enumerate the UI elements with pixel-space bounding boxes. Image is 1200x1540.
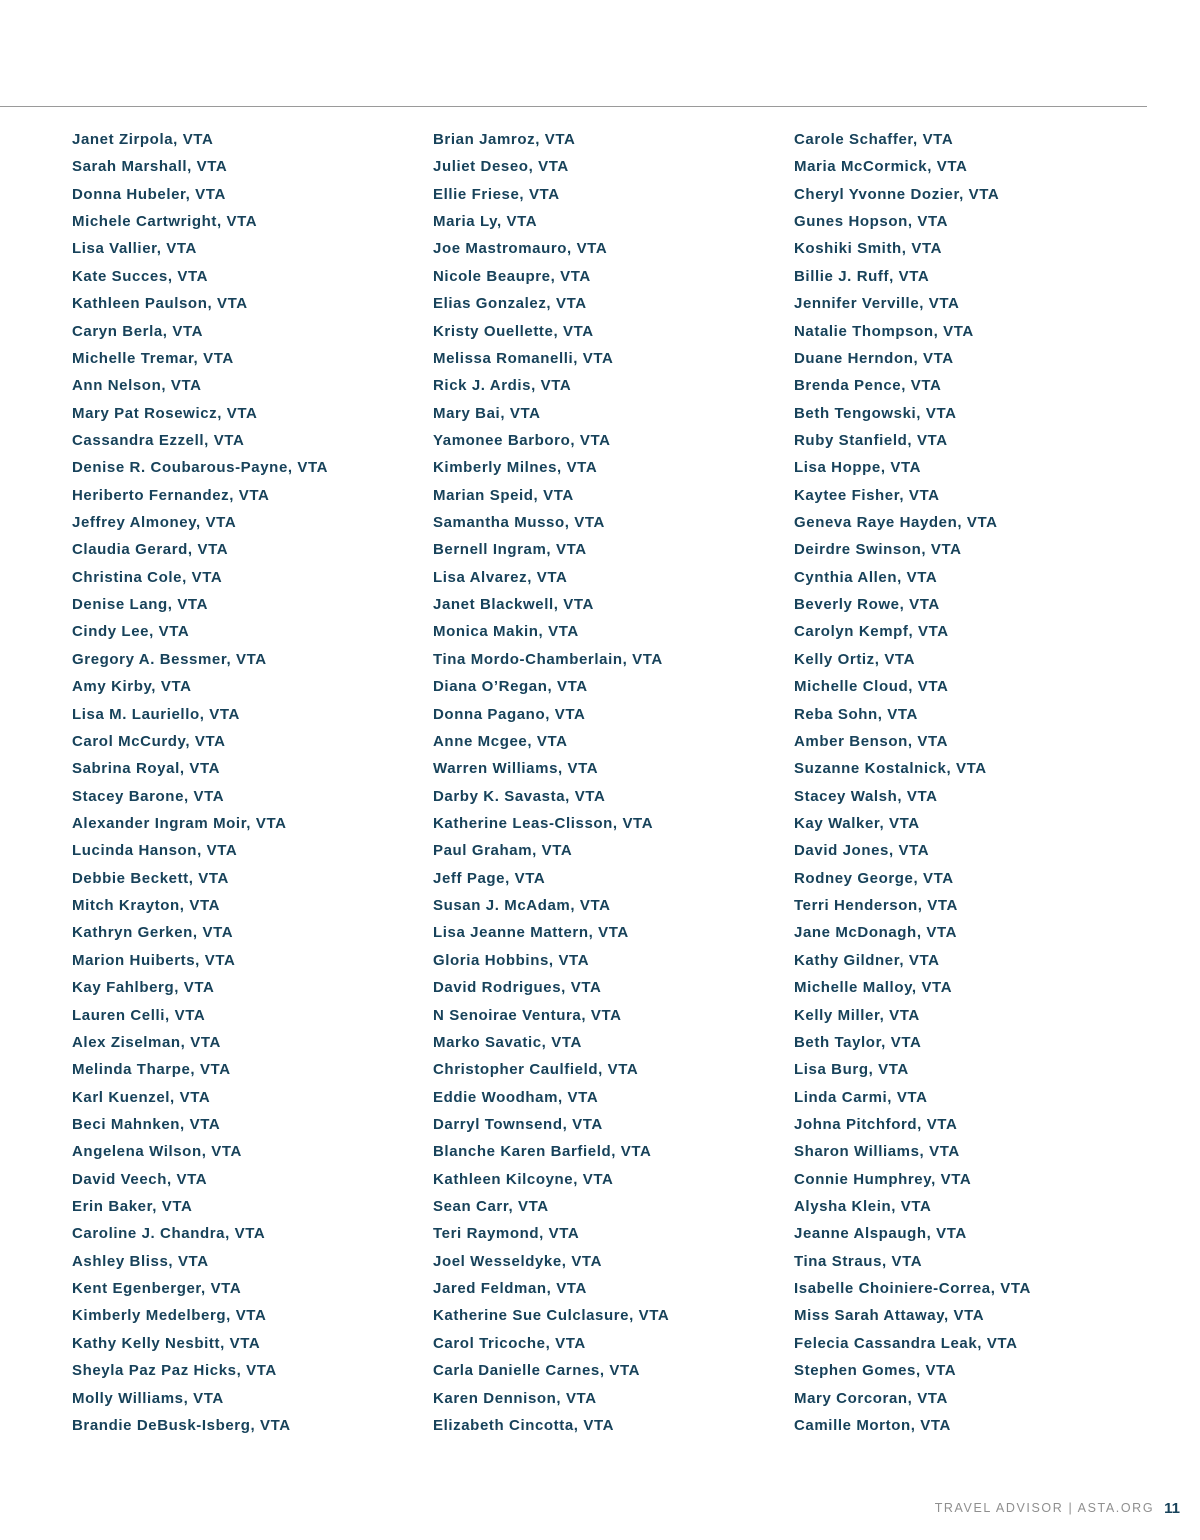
member-name: Donna Hubeler, VTA (72, 185, 226, 203)
member-name: N Senoirae Ventura, VTA (433, 1006, 622, 1024)
member-name: Susan J. McAdam, VTA (433, 897, 611, 915)
member-name: Stacey Barone, VTA (72, 787, 225, 805)
member-name: Lisa Burg, VTA (794, 1061, 909, 1079)
member-name: Lisa Alvarez, VTA (433, 568, 568, 586)
member-name: Kay Walker, VTA (794, 814, 920, 832)
member-name: Koshiki Smith, VTA (794, 240, 943, 258)
member-name: Reba Sohn, VTA (794, 705, 918, 723)
member-name: Samantha Musso, VTA (433, 514, 605, 532)
member-name: Mary Corcoran, VTA (794, 1389, 948, 1407)
member-name: Maria Ly, VTA (433, 213, 538, 231)
member-name: Cassandra Ezzell, VTA (72, 431, 245, 449)
member-name: Eddie Woodham, VTA (433, 1088, 599, 1106)
member-name: Marko Savatic, VTA (433, 1033, 582, 1051)
member-name: Miss Sarah Attaway, VTA (794, 1307, 985, 1325)
member-name: Debbie Beckett, VTA (72, 869, 229, 887)
member-name: Johna Pitchford, VTA (794, 1115, 958, 1133)
member-name: Ellie Friese, VTA (433, 185, 560, 203)
member-name: Sarah Marshall, VTA (72, 158, 228, 176)
member-name: Mary Bai, VTA (433, 404, 541, 422)
member-name: Elias Gonzalez, VTA (433, 295, 587, 313)
member-name: Janet Zirpola, VTA (72, 131, 214, 148)
member-name: Lucinda Hanson, VTA (72, 842, 238, 860)
member-name: Alex Ziselman, VTA (72, 1033, 221, 1051)
member-name: Darryl Townsend, VTA (433, 1115, 603, 1133)
member-name: Caroline J. Chandra, VTA (72, 1225, 266, 1243)
member-name: Lisa Hoppe, VTA (794, 459, 922, 477)
member-name: Michelle Cloud, VTA (794, 678, 949, 696)
member-name: David Rodrigues, VTA (433, 979, 602, 997)
member-name: Christina Cole, VTA (72, 568, 223, 586)
member-name: Michelle Malloy, VTA (794, 979, 953, 997)
member-name: Angelena Wilson, VTA (72, 1143, 242, 1161)
member-name: Kelly Miller, VTA (794, 1006, 920, 1024)
member-name: Christopher Caulfield, VTA (433, 1061, 639, 1079)
member-name: Carol McCurdy, VTA (72, 732, 226, 750)
member-name: Ashley Bliss, VTA (72, 1252, 209, 1270)
member-name: Alysha Klein, VTA (794, 1198, 932, 1216)
name-column-2 (433, 126, 669, 1439)
member-name: Carol Tricoche, VTA (433, 1334, 586, 1352)
member-name: Jeff Page, VTA (433, 869, 546, 887)
member-name: Kate Succes, VTA (72, 267, 209, 285)
page-number: 11 (1164, 1499, 1180, 1517)
member-name: Cheryl Yvonne Dozier, VTA (794, 185, 1000, 203)
member-name: Connie Humphrey, VTA (794, 1170, 972, 1188)
member-name: Heriberto Fernandez, VTA (72, 486, 270, 504)
member-name: Amy Kirby, VTA (72, 678, 192, 696)
member-name: Brenda Pence, VTA (794, 377, 942, 395)
member-name: Sheyla Paz Paz Hicks, VTA (72, 1362, 277, 1380)
member-name: Michele Cartwright, VTA (72, 213, 258, 231)
member-name: Kathleen Paulson, VTA (72, 295, 248, 313)
member-name: Cynthia Allen, VTA (794, 568, 938, 586)
name-list (0, 126, 1200, 1446)
member-name: Warren Williams, VTA (433, 760, 599, 778)
member-name: Michelle Tremar, VTA (72, 349, 234, 367)
member-name: Kristy Ouellette, VTA (433, 322, 594, 340)
name-column-1 (72, 126, 328, 1439)
member-name: Rick J. Ardis, VTA (433, 377, 572, 395)
name-column-3 (794, 126, 1031, 1439)
member-name: Paul Graham, VTA (433, 842, 573, 860)
member-name: Lisa Jeanne Mattern, VTA (433, 924, 629, 942)
member-name: Donna Pagano, VTA (433, 705, 586, 723)
member-name: Ruby Stanfield, VTA (794, 431, 948, 449)
member-name: Yamonee Barboro, VTA (433, 431, 611, 449)
member-name: Caryn Berla, VTA (72, 322, 204, 340)
member-name: Carole Schaffer, VTA (794, 131, 954, 148)
member-name: Joe Mastromauro, VTA (433, 240, 608, 258)
member-name: Denise Lang, VTA (72, 596, 209, 614)
member-name: Juliet Deseo, VTA (433, 158, 569, 176)
member-name: Nicole Beaupre, VTA (433, 267, 591, 285)
member-name: Kathleen Kilcoyne, VTA (433, 1170, 614, 1188)
member-name: Amber Benson, VTA (794, 732, 949, 750)
member-name: Gregory A. Bessmer, VTA (72, 650, 267, 668)
member-name: Bernell Ingram, VTA (433, 541, 587, 559)
member-name: Darby K. Savasta, VTA (433, 787, 606, 805)
member-name: Brandie DeBusk-Isberg, VTA (72, 1416, 291, 1434)
member-name: Kathy Gildner, VTA (794, 951, 940, 969)
member-name: Lauren Celli, VTA (72, 1006, 206, 1024)
member-name: Janet Blackwell, VTA (433, 596, 594, 614)
footer-publication: TRAVEL ADVISOR | ASTA.ORG (934, 1501, 1155, 1515)
member-name: Gloria Hobbins, VTA (433, 951, 590, 969)
member-name: Gunes Hopson, VTA (794, 213, 949, 231)
member-name: Beverly Rowe, VTA (794, 596, 940, 614)
member-name: Kaytee Fisher, VTA (794, 486, 940, 504)
member-name: Melinda Tharpe, VTA (72, 1061, 231, 1079)
member-name: Ann Nelson, VTA (72, 377, 202, 395)
member-name: Natalie Thompson, VTA (794, 322, 974, 340)
member-name: Beth Tengowski, VTA (794, 404, 957, 422)
member-name: Lisa Vallier, VTA (72, 240, 197, 258)
member-name: Kathryn Gerken, VTA (72, 924, 234, 942)
member-name: Jared Feldman, VTA (433, 1280, 587, 1298)
member-name: Kimberly Milnes, VTA (433, 459, 598, 477)
member-name: Beci Mahnken, VTA (72, 1115, 221, 1133)
member-name: Marion Huiberts, VTA (72, 951, 236, 969)
member-name: Anne Mcgee, VTA (433, 732, 568, 750)
member-name: Jeanne Alspaugh, VTA (794, 1225, 967, 1243)
member-name: Stacey Walsh, VTA (794, 787, 938, 805)
member-name: Elizabeth Cincotta, VTA (433, 1416, 615, 1434)
member-name: Kathy Kelly Nesbitt, VTA (72, 1334, 261, 1352)
member-name: Karen Dennison, VTA (433, 1389, 597, 1407)
member-name: Kay Fahlberg, VTA (72, 979, 215, 997)
member-name: Katherine Leas-Clisson, VTA (433, 814, 654, 832)
member-name: Stephen Gomes, VTA (794, 1362, 957, 1380)
top-divider (0, 106, 1147, 107)
member-name: Maria McCormick, VTA (794, 158, 968, 176)
member-name: Molly Williams, VTA (72, 1389, 224, 1407)
member-name: Suzanne Kostalnick, VTA (794, 760, 987, 778)
member-name: Alexander Ingram Moir, VTA (72, 814, 287, 832)
member-name: Claudia Gerard, VTA (72, 541, 229, 559)
member-name: Jane McDonagh, VTA (794, 924, 958, 942)
member-name: Camille Morton, VTA (794, 1416, 951, 1434)
member-name: Jeffrey Almoney, VTA (72, 514, 237, 532)
member-name: Denise R. Coubarous-Payne, VTA (72, 459, 329, 477)
member-name: Sharon Williams, VTA (794, 1143, 960, 1161)
member-name: Jennifer Verville, VTA (794, 295, 960, 313)
member-name: Teri Raymond, VTA (433, 1225, 580, 1243)
member-name: Melissa Romanelli, VTA (433, 349, 614, 367)
member-name: Blanche Karen Barfield, VTA (433, 1143, 652, 1161)
member-name: Cindy Lee, VTA (72, 623, 190, 641)
member-name: Sean Carr, VTA (433, 1198, 549, 1216)
member-name: Sabrina Royal, VTA (72, 760, 221, 778)
member-name: Karl Kuenzel, VTA (72, 1088, 211, 1106)
member-name: Felecia Cassandra Leak, VTA (794, 1334, 1018, 1352)
member-name: Monica Makin, VTA (433, 623, 579, 641)
member-name: Billie J. Ruff, VTA (794, 267, 930, 285)
member-name: Kelly Ortiz, VTA (794, 650, 916, 668)
member-name: David Jones, VTA (794, 842, 930, 860)
member-name: Erin Baker, VTA (72, 1198, 193, 1216)
member-name: Kent Egenberger, VTA (72, 1280, 242, 1298)
member-name: Marian Speid, VTA (433, 486, 574, 504)
member-name: Brian Jamroz, VTA (433, 131, 576, 148)
member-name: Carla Danielle Carnes, VTA (433, 1362, 641, 1380)
member-name: Mitch Krayton, VTA (72, 897, 221, 915)
member-name: Kimberly Medelberg, VTA (72, 1307, 267, 1325)
page-footer (935, 1497, 1180, 1519)
member-name: Carolyn Kempf, VTA (794, 623, 949, 641)
member-name: Rodney George, VTA (794, 869, 954, 887)
member-name: Lisa M. Lauriello, VTA (72, 705, 240, 723)
member-name: Tina Mordo-Chamberlain, VTA (433, 650, 663, 668)
member-name: Geneva Raye Hayden, VTA (794, 514, 998, 532)
member-name: Beth Taylor, VTA (794, 1033, 922, 1051)
member-name: Deirdre Swinson, VTA (794, 541, 962, 559)
member-name: Diana O’Regan, VTA (433, 678, 588, 696)
member-name: Terri Henderson, VTA (794, 897, 958, 915)
member-name: Isabelle Choiniere-Correa, VTA (794, 1280, 1031, 1298)
member-name: Tina Straus, VTA (794, 1252, 923, 1270)
member-name: David Veech, VTA (72, 1170, 208, 1188)
member-name: Mary Pat Rosewicz, VTA (72, 404, 258, 422)
member-name: Linda Carmi, VTA (794, 1088, 928, 1106)
member-name: Joel Wesseldyke, VTA (433, 1252, 603, 1270)
member-name: Duane Herndon, VTA (794, 349, 954, 367)
member-name: Katherine Sue Culclasure, VTA (433, 1307, 670, 1325)
